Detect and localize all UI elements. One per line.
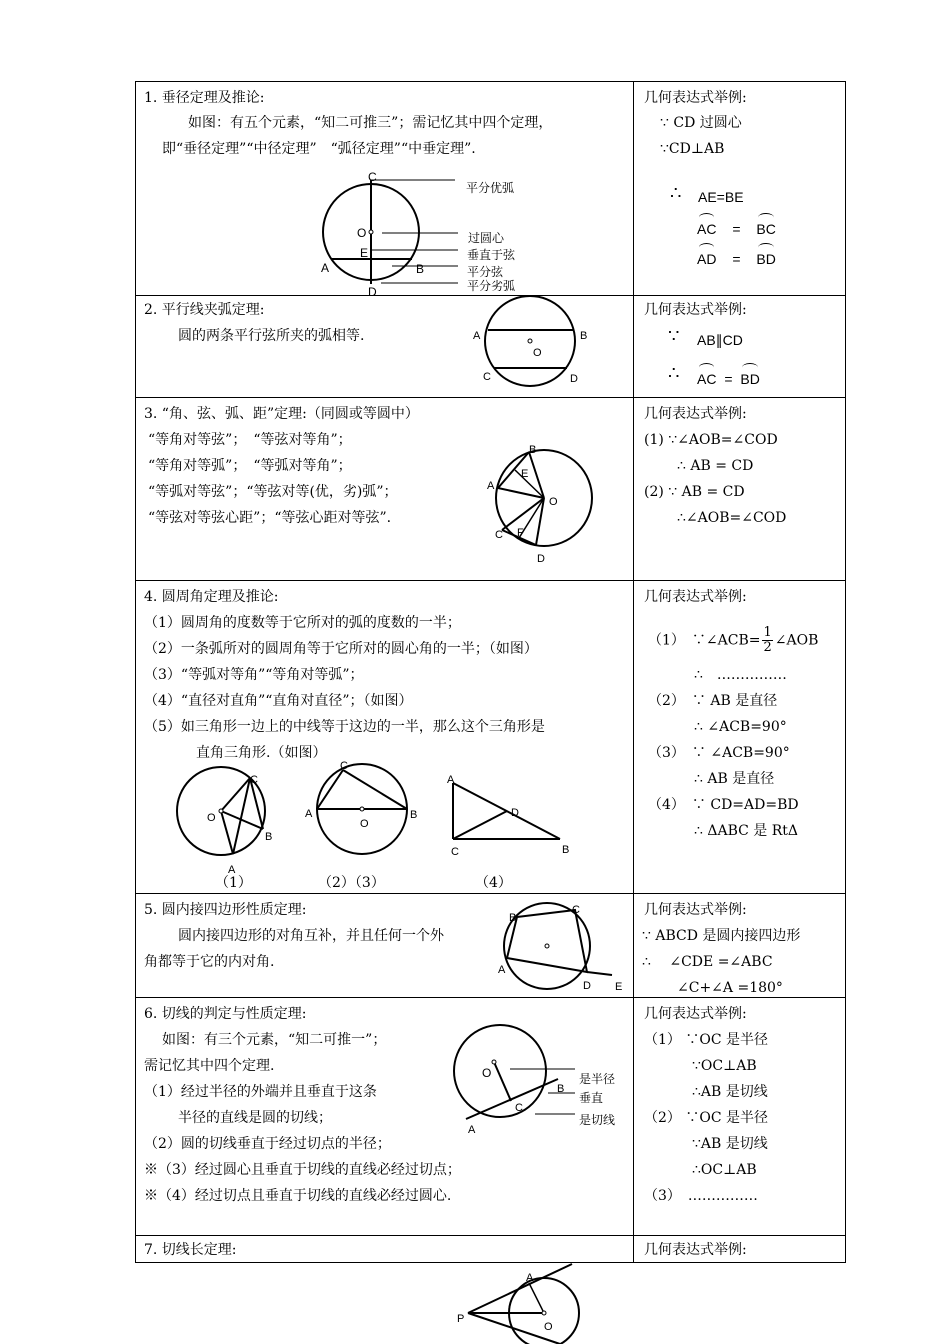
s1-fig-label-c: C (368, 170, 377, 184)
s3-title: 3. “角、弦、弧、距”定理:（同圆或等圆中） (144, 406, 419, 422)
s4-line-4: （4）“直径对直角”“直角对直径”；（如图） (144, 693, 413, 709)
s4-fig3-label-d: D (511, 807, 519, 819)
fraction-denominator: 2 (763, 640, 772, 655)
s1-fig-note-4: 平分弦 (467, 265, 504, 279)
s5-side-header: 几何表达式举例: (644, 902, 747, 918)
s3-ex-2: ∴ AB = CD (677, 458, 754, 474)
s1-fig-label-b: B (416, 262, 425, 276)
s4-fig3-label-c: C (451, 846, 459, 858)
s5-ex-3: ∠C+∠A =180° (677, 980, 783, 996)
s6-line-2: 需记忆其中四个定理. (144, 1058, 275, 1074)
s5-fig-label-a: A (498, 964, 506, 976)
s4-line-6: 直角三角形.（如图） (196, 745, 327, 761)
s7-title: 7. 切线长定理: (144, 1242, 237, 1258)
arc-bd: BD (740, 371, 760, 387)
s1-body-2: 即“垂径定理”“中径定理” “弧径定理”“中垂定理”. (162, 141, 476, 157)
s5-title: 5. 圆内接四边形性质定理: (144, 902, 307, 918)
s1-ex-2: ∵CD⊥AB (660, 141, 725, 157)
s3-fig-label-f: F (517, 527, 524, 539)
s6-line-3: （1）经过半径的外端并且垂直于这条 (144, 1084, 377, 1100)
s4-line-1: （1）圆周角的度数等于它所对的弧的度数的一半； (144, 615, 461, 631)
s1-fig-note-5: 平分劣弧 (467, 279, 516, 293)
s7-fig-label-o: O (544, 1321, 553, 1333)
equals: = (732, 251, 741, 267)
s4-caption-1: （1） (215, 875, 252, 891)
s4-fig1-label-o: O (207, 812, 216, 824)
s5-fig-label-b: B (509, 912, 517, 924)
s3-line-1: “等角对等弦”； “等弦对等角”； (148, 432, 352, 448)
s6-fig-label-a: A (468, 1124, 476, 1136)
fraction-numerator: 1 (763, 625, 772, 640)
s3-fig-label-b: B (529, 444, 537, 456)
s4-fig2-label-a: A (305, 808, 313, 820)
s1-ex-3-therefore: ∴ (670, 183, 682, 203)
s4-title: 4. 圆周角定理及推论: (144, 589, 279, 605)
s3-fig-label-d: D (537, 553, 545, 565)
s6-ex-4: （2） ∵OC 是半径 (644, 1110, 768, 1126)
s4-fig2-label-c: C (340, 760, 348, 772)
s4-ex-1-post: ∠AOB (774, 632, 819, 649)
s2-fig-label-a: A (473, 330, 481, 342)
s5-ex-2: ∴ ∠CDE =∠ABC (642, 954, 773, 970)
s4-fig2-label-o: O (360, 818, 369, 830)
s6-fig-label-c: C (515, 1102, 523, 1114)
equals: = (732, 221, 741, 237)
s5-ex-1: ∵ ABCD 是圆内接四边形 (642, 928, 801, 944)
s1-body-1: 如图：有五个元素，“知二可推三”；需记忆其中四个定理， (188, 115, 553, 131)
s4-ex-1-pre: （1） ∵∠ACB= (648, 632, 761, 649)
s4-line-3: （3）“等弧对等角”“等角对等弧”； (144, 667, 364, 683)
s4-ex-3: （2） ∵ AB 是直径 (648, 693, 778, 709)
s3-ex-1: (1) ∵∠AOB=∠COD (644, 432, 778, 448)
arc-bd: BD (756, 251, 776, 267)
s6-ex-1: （1） ∵OC 是半径 (644, 1032, 768, 1048)
s6-side-header: 几何表达式举例: (644, 1006, 747, 1022)
s1-fig-label-o: O (357, 226, 367, 240)
s4-fig3-label-b: B (562, 844, 570, 856)
s4-line-5: （5）如三角形一边上的中线等于这边的一半，那么这个三角形是 (144, 719, 545, 735)
s7-fig-label-p: P (457, 1313, 465, 1325)
s4-line-2: （2）一条弧所对的圆周角等于它所对的圆心角的一半；（如图） (144, 641, 538, 657)
arc-ad: AD (697, 251, 717, 267)
s5-line-1: 圆内接四边形的对角互补，并且任何一个外 (178, 928, 444, 944)
s4-fig2-label-b: B (410, 809, 418, 821)
s2-fig-label-d: D (570, 373, 578, 385)
s2-fig-label-c: C (483, 371, 491, 383)
s2-fig-label-b: B (580, 330, 588, 342)
s3-line-3: “等弧对等弦”；“等弦对等(优，劣)弧”； (148, 484, 398, 500)
s6-title: 6. 切线的判定与性质定理: (144, 1006, 307, 1022)
s6-fig-note-3: 是切线 (579, 1113, 616, 1127)
s7-side-header: 几何表达式举例: (644, 1242, 747, 1258)
s1-fig-note-2: 过圆心 (468, 231, 505, 245)
s1-ex-1: ∵ CD 过圆心 (660, 115, 742, 131)
s6-fig-label-b: B (557, 1083, 565, 1095)
s2-ex-1: AB∥CD (697, 332, 743, 348)
s3-ex-3: (2) ∵ AB = CD (644, 484, 745, 500)
s4-fig1-label-a: A (228, 864, 236, 876)
s6-line-1: 如图：有三个元素，“知二可推一”； (162, 1032, 387, 1048)
s6-ex-7: （3） …………… (644, 1188, 758, 1204)
s2-ex-2-therefore: ∴ (668, 363, 680, 383)
s1-side-header: 几何表达式举例: (644, 90, 747, 106)
s4-caption-2: （2）（3） (318, 875, 385, 891)
s1-fig-note-1: 平分优弧 (466, 181, 515, 195)
s2-side-header: 几何表达式举例: (644, 302, 747, 318)
s4-fig3-label-a: A (447, 774, 455, 786)
s4-ex-8: ∴ ΔABC 是 RtΔ (694, 823, 799, 839)
s4-caption-3: （4） (475, 875, 512, 891)
s6-ex-2: ∵OC⊥AB (692, 1058, 757, 1074)
s1-ex-3: AE=BE (698, 189, 744, 205)
s1-fig-label-a: A (321, 261, 330, 275)
s3-line-4: “等弦对等弦心距”；“等弦心距对等弦”. (148, 510, 392, 526)
s6-line-7: ※（4）经过切点且垂直于切线的直线必经过圆心. (144, 1188, 452, 1204)
s1-fig-note-3: 垂直于弦 (467, 248, 516, 262)
s5-line-2: 角都等于它的内对角. (144, 954, 275, 970)
s4-ex-7: （4） ∵ CD=AD=BD (648, 797, 799, 813)
s4-side-header: 几何表达式举例: (644, 589, 747, 605)
s3-fig-label-a: A (487, 480, 495, 492)
s6-fig-note-2: 垂直 (579, 1091, 604, 1105)
s3-side-header: 几何表达式举例: (644, 406, 747, 422)
s6-line-5: （2）圆的切线垂直于经过切点的半径； (144, 1136, 391, 1152)
s3-ex-4: ∴∠AOB=∠COD (677, 510, 787, 526)
s1-fig-label-e: E (360, 246, 369, 260)
arc-ac: AC (697, 371, 717, 387)
s4-fig1-label-b: B (265, 831, 273, 843)
equals: = (724, 371, 733, 387)
s3-line-2: “等角对等弧”； “等弧对等角”； (148, 458, 352, 474)
s6-line-4: 半径的直线是圆的切线； (178, 1110, 332, 1126)
s1-fig-label-d: D (368, 285, 377, 299)
s7-fig-label-a: A (526, 1272, 534, 1284)
s2-body: 圆的两条平行弦所夹的弧相等. (178, 328, 365, 344)
s6-ex-3: ∴AB 是切线 (692, 1084, 768, 1100)
arc-bc: BC (756, 221, 776, 237)
s1-title: 1. 垂径定理及推论: (144, 90, 265, 106)
s6-ex-5: ∵AB 是切线 (692, 1136, 768, 1152)
s5-fig-label-e: E (615, 981, 623, 993)
s3-fig-label-e: E (521, 468, 529, 480)
s4-fig1-label-c: C (250, 774, 258, 786)
s4-ex-5: （3） ∵ ∠ACB=90° (648, 745, 790, 761)
s2-fig-label-o: O (533, 347, 542, 359)
s6-fig-note-1: 是半径 (579, 1072, 616, 1086)
s2-ex-1-because: ∵ (668, 326, 680, 346)
s3-fig-label-o: O (549, 496, 558, 508)
s4-ex-2: ∴ …………… (694, 667, 787, 683)
s6-line-6: ※（3）经过圆心且垂直于切线的直线必经过切点； (144, 1162, 461, 1178)
s6-ex-6: ∴OC⊥AB (692, 1162, 757, 1178)
s4-ex-6: ∴ AB 是直径 (694, 771, 775, 787)
s4-ex-4: ∴ ∠ACB=90° (694, 719, 787, 735)
s5-fig-label-c: C (572, 904, 580, 916)
s5-fig-label-d: D (583, 980, 591, 992)
arc-ac: AC (697, 221, 717, 237)
s3-fig-label-c: C (495, 529, 503, 541)
s6-fig-label-o: O (482, 1066, 492, 1080)
s2-title: 2. 平行线夹弧定理: (144, 302, 265, 318)
